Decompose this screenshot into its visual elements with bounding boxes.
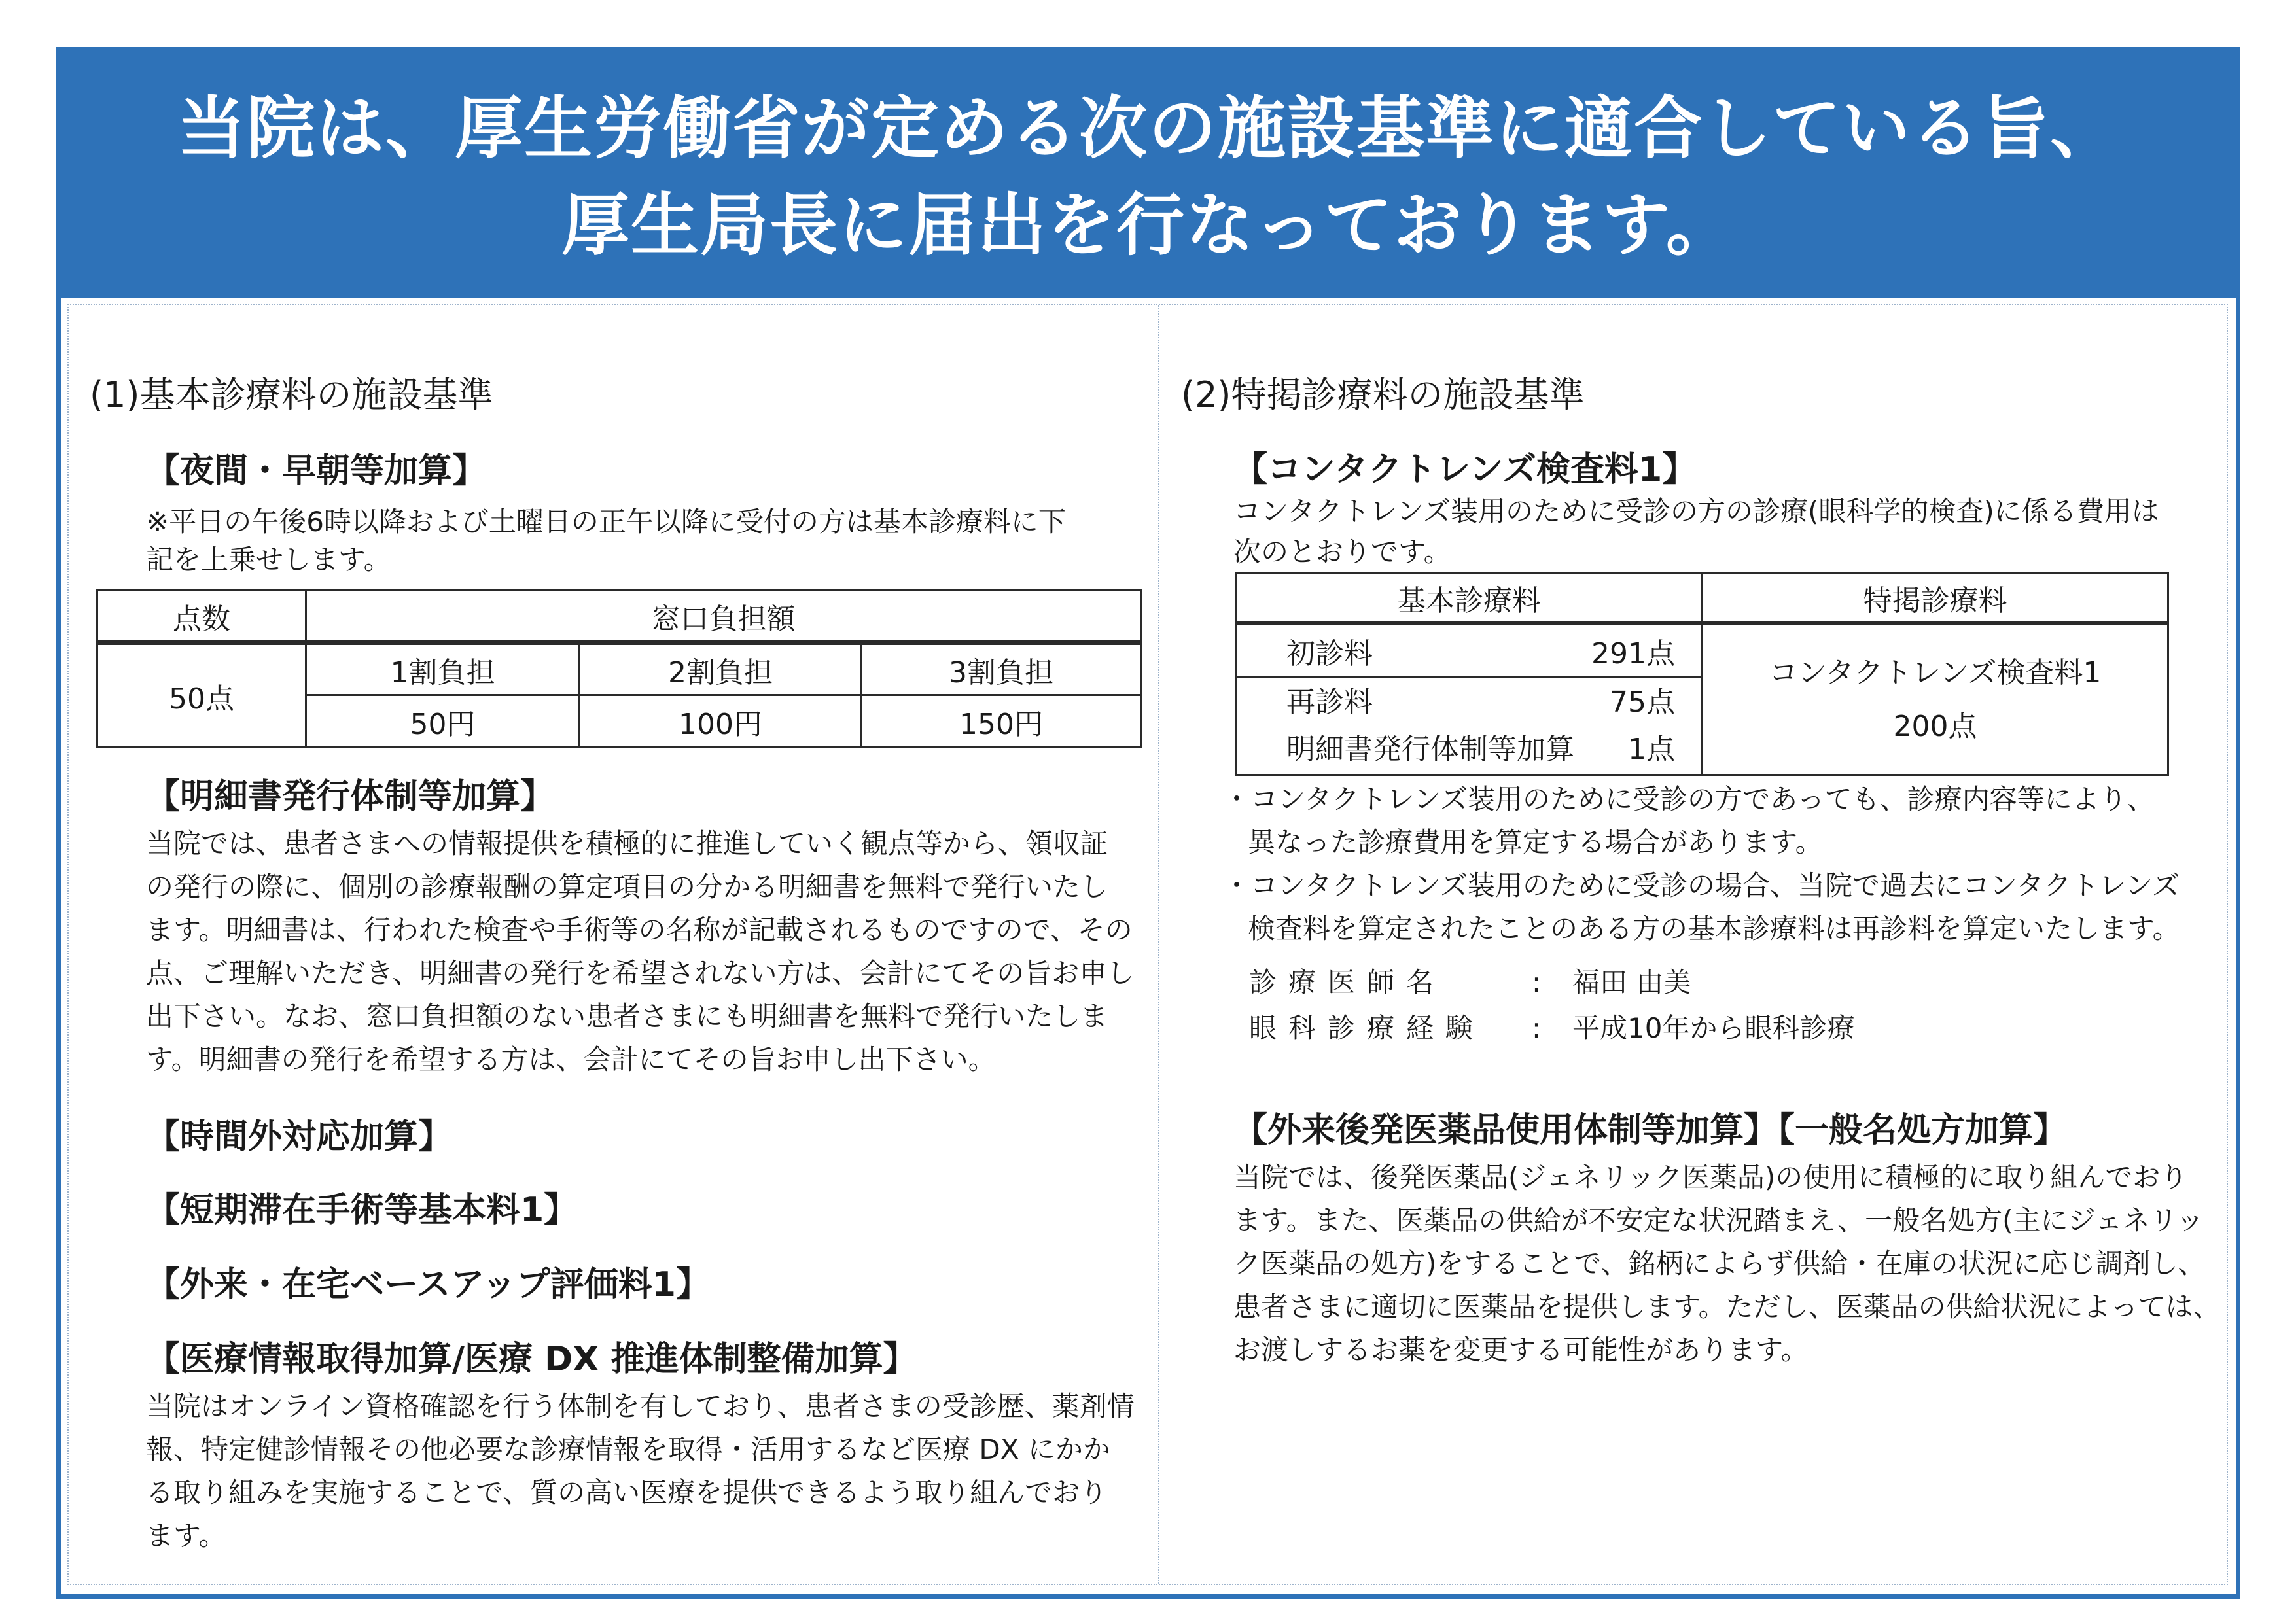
table-header-basic: 基本診療料 [1236,574,1703,623]
paragraph-line: ます。明細書は、行われた検査や手術等の名称が記載されるものですので、その [146,914,1133,946]
paragraph-line: 患者さまに適切に医薬品を提供します。ただし、医薬品の供給状況によっては、 [1233,1291,2221,1323]
statement-add-label: 明細書発行体制等加算 [1286,732,1574,766]
table-header-special: 特掲診療料 [1703,574,2168,623]
paragraph-line: ク医薬品の処方)をすることで、銘柄によらず供給・在庫の状況に応じ調剤し、 [1233,1248,2206,1280]
baseup-heading: 【外来・在宅ベースアップ評価料1】 [146,1265,710,1304]
banner-title-line-1: 当院は、厚生労働省が定める次の施設基準に適合している旨、 [177,88,2119,168]
burden-value: 50円 [306,695,580,748]
first-visit-label: 初診料 [1286,637,1373,671]
paragraph-line: ます。 [146,1520,226,1552]
experience-label: 眼科診療経験 [1249,1012,1485,1044]
generic-drug-paragraph [1233,1156,2221,1372]
generic-drug-heading: 【外来後発医薬品使用体制等加算】【一般名処方加算】 [1233,1111,2068,1150]
paragraph-line: 当院はオンライン資格確認を行う体制を有しており、患者さまの受診歴、薬剤情 [146,1390,1135,1422]
colon: : [1532,966,1542,998]
special-fee-value: 200点 [1893,709,1977,743]
contact-notes [1223,778,2180,951]
intro-line: 次のとおりです。 [1233,536,1451,568]
colon: : [1532,1012,1542,1044]
left-section-title: (1)基本診療料の施設基準 [90,374,493,415]
statement-paragraph [146,822,1134,1081]
content-area [67,304,2228,1585]
paragraph-line: る取り組みを実施することで、質の高い医療を提供できるよう取り組んでおり [146,1476,1108,1509]
doctor-name-value: 福田 由美 [1572,966,1691,998]
revisit-value: 75点 [1610,685,1675,719]
bullet-line: 検査料を算定されたことのある方の基本診療料は再診料を算定いたします。 [1248,913,2180,945]
first-visit-row [1236,623,1703,677]
statement-add-value: 1点 [1628,732,1675,766]
medinfo-paragraph [146,1385,1135,1558]
table-header-burden: 窓口負担額 [306,591,1141,643]
first-visit-value: 291点 [1591,637,1675,671]
bullet-line: ・コンタクトレンズ装用のために受診の方であっても、診療内容等により、 [1223,783,2155,815]
points-value: 50点 [97,643,306,748]
contact-lens-heading: 【コンタクトレンズ検査料1】 [1233,450,1697,489]
table-header-points: 点数 [97,591,306,643]
burden-header: 1割負担 [306,643,580,695]
burden-value: 100円 [580,695,862,748]
bullet-line: 異なった診療費用を算定する場合があります。 [1248,826,1823,858]
burden-header: 2割負担 [580,643,862,695]
revisit-label: 再診料 [1286,685,1373,719]
paragraph-line: 当院では、後発医薬品(ジェネリック医薬品)の使用に積極的に取り組んでおり [1233,1161,2188,1193]
contact-fee-table [1235,572,2169,776]
column-divider [1158,305,1159,1584]
paragraph-line: 点、ご理解いただき、明細書の発行を希望されない方は、会計にてその旨お申し [146,957,1135,989]
right-section-title: (2)特掲診療料の施設基準 [1181,374,1585,415]
paragraph-line: 出下さい。なお、窓口負担額のない患者さまにも明細書を無料で発行いたしま [146,1000,1108,1032]
experience-value: 平成10年から眼科診療 [1572,1012,1855,1044]
paragraph-line: 報、特定健診情報その他必要な診療情報を取得・活用するなど医療 DX にかか [146,1433,1110,1465]
revisit-row [1236,677,1703,775]
medinfo-heading: 【医療情報取得加算/医療 DX 推進体制整備加算】 [146,1340,917,1379]
doctor-name-label: 診療医師名 [1249,966,1446,998]
shortstay-heading: 【短期滞在手術等基本料1】 [146,1191,578,1230]
contact-lens-intro [1233,491,2159,572]
night-fee-table [96,589,1142,748]
paragraph-line: す。明細書の発行を希望する方は、会計にてその旨お申し出下さい。 [146,1043,996,1075]
header-banner [61,52,2236,298]
note-line: 記を上乗せします。 [146,544,391,576]
paragraph-line: の発行の際に、個別の診療報酬の算定項目の分かる明細書を無料で発行いたし [146,871,1108,903]
overtime-heading: 【時間外対応加算】 [146,1117,453,1157]
banner-title-line-2: 厚生局長に届出を行なっております。 [561,185,1735,265]
intro-line: コンタクトレンズ装用のために受診の方の診療(眼科学的検査)に係る費用は [1233,495,2159,527]
note-line: ※平日の午後6時以降および土曜日の正午以降に受付の方は基本診療料に下 [146,506,1066,538]
special-fee-cell [1703,623,2168,775]
night-surcharge-heading: 【夜間・早朝等加算】 [146,451,487,491]
statement-heading: 【明細書発行体制等加算】 [146,777,555,816]
notice-frame [56,47,2240,1599]
burden-header: 3割負担 [862,643,1141,695]
night-surcharge-note [146,503,1066,579]
special-fee-name: コンタクトレンズ検査料1 [1769,655,2102,689]
paragraph-line: ます。また、医薬品の供給が不安定な状況踏まえ、一般名処方(主にジェネリッ [1233,1204,2204,1236]
paragraph-line: 当院では、患者さまへの情報提供を積極的に推進していく観点等から、領収証 [146,828,1108,860]
doctor-info [1249,960,1854,1051]
bullet-line: ・コンタクトレンズ装用のために受診の場合、当院で過去にコンタクトレンズ [1223,869,2180,901]
paragraph-line: お渡しするお薬を変更する可能性があります。 [1233,1334,1809,1366]
burden-value: 150円 [862,695,1141,748]
